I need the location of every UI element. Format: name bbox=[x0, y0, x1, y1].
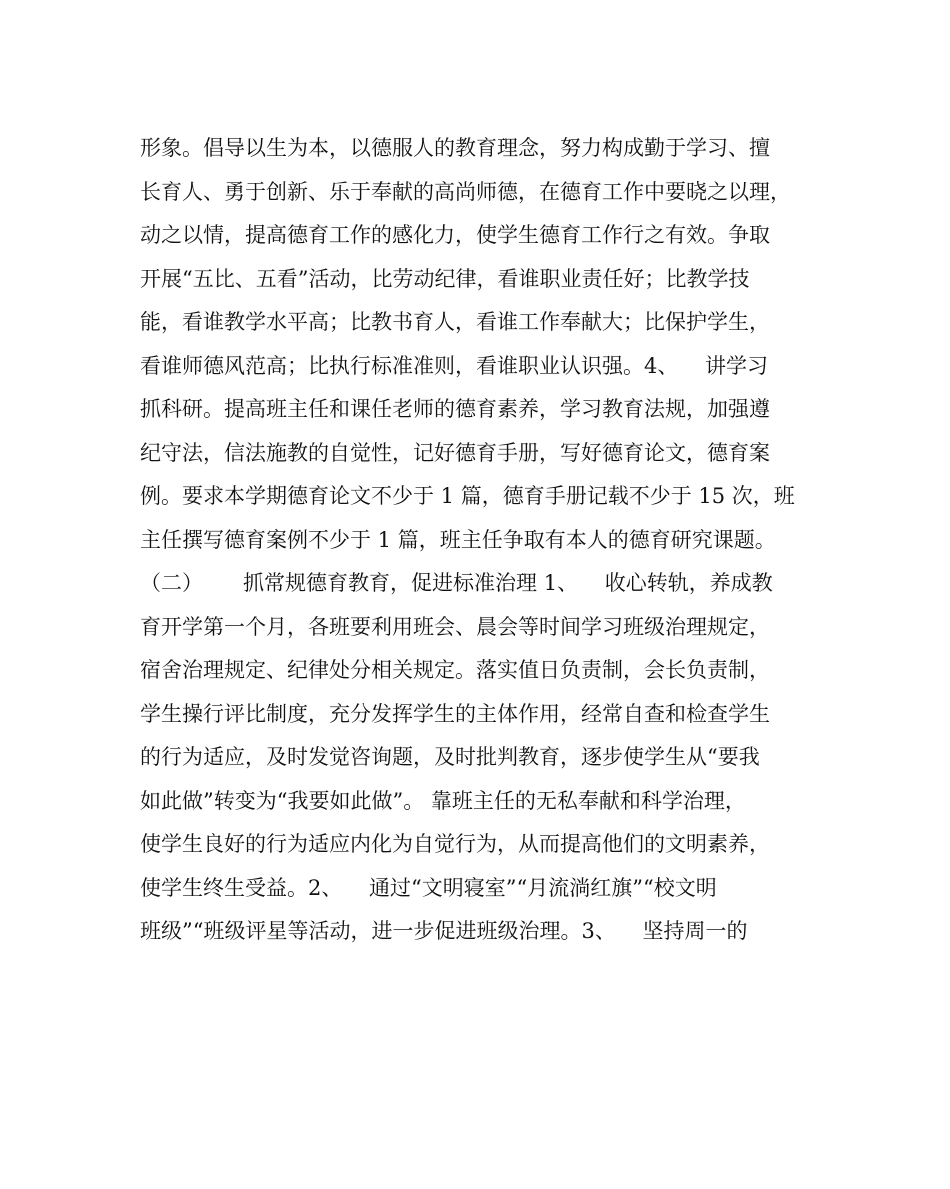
text-line-17: 使学生良好的行为适应内化为自觉行为，从而提高他们的文明素养， bbox=[140, 832, 770, 856]
text-line-2: 长育人、勇于创新、乐于奉献的高尚师德，在德育工作中要晓之以理， bbox=[140, 179, 791, 204]
text-line-12: 育开学第一个月，各班要利用班会、晨会等时间学习班级治理规定， bbox=[140, 614, 770, 639]
text-line-10: 主任撰写德育案例不少于 1 篇，班主任争取有本人的德育研究课题。 bbox=[140, 527, 776, 552]
text-line-9: 例。要求本学期德育论文不少于 1 篇，德育手册记载不少于 15 次，班 bbox=[140, 484, 795, 508]
body-text bbox=[140, 127, 840, 954]
text-line-16: 如此做”转变为“我要如此做”。 靠班主任的无私奉献和科学治理， bbox=[140, 788, 746, 813]
text-line-7: 抓科研。提高班主任和课任老师的德育素养，学习教育法规，加强遵 bbox=[140, 397, 770, 421]
text-line-18: 使学生终生受益。2、 通过“文明寝室”“月流淌红旗”“校文明 bbox=[140, 875, 717, 900]
text-line-6: 看谁师德风范高；比执行标准准则，看谁职业认识强。4、 讲学习 bbox=[140, 353, 769, 378]
text-line-19: 班级”“班级评星等活动，进一步促进班级治理。3、 坚持周一的 bbox=[140, 919, 748, 943]
text-line-3: 动之以情，提高德育工作的感化力，使学生德育工作行之有效。争取 bbox=[140, 223, 770, 247]
text-line-13: 宿舍治理规定、纪律处分相关规定。落实值日负责制，会长负责制， bbox=[140, 658, 770, 682]
text-line-1: 形象。倡导以生为本，以德服人的教育理念，努力构成勤于学习、擅 bbox=[140, 136, 770, 160]
text-line-14: 学生操行评比制度，充分发挥学生的主体作用，经常自查和检查学生 bbox=[140, 701, 770, 726]
text-line-15: 的行为适应，及时发觉咨询题，及时批判教育，逐步使学生从“要我 bbox=[140, 745, 760, 769]
text-line-5: 能，看谁教学水平高；比教书育人，看谁工作奉献大；比保护学生， bbox=[140, 310, 770, 334]
text-line-8: 纪守法，信法施教的自觉性，记好德育手册，写好德育论文，德育案 bbox=[140, 440, 770, 465]
text-line-11: （二） 抓常规德育教育，促进标准治理 1、 收心转轨，养成教 bbox=[140, 571, 773, 595]
text-line-4: 开展“五比、五看”活动，比劳动纪律，看谁职业责任好；比教学技 bbox=[140, 266, 750, 291]
